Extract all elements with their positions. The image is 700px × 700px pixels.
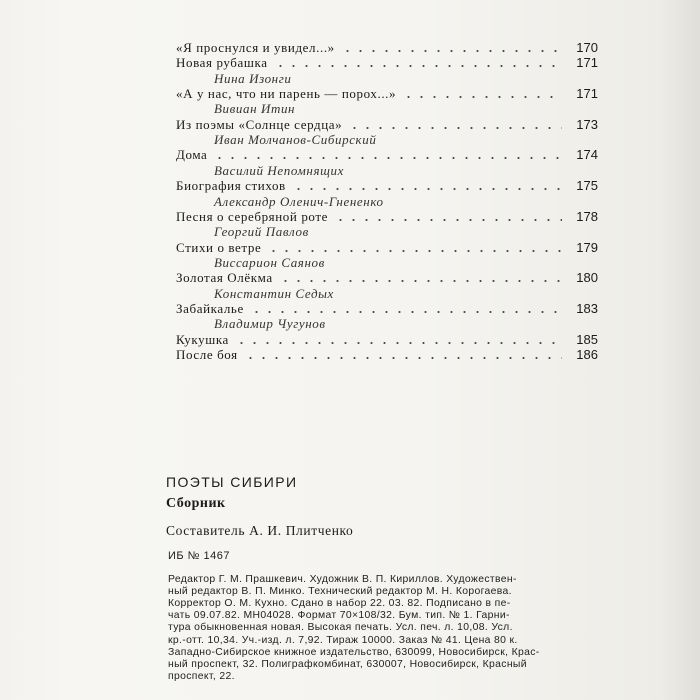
toc-leader-dots: [213, 157, 562, 159]
toc-author: Александр Оленич-Гнененко: [214, 193, 384, 209]
toc-title: Стихи о ветре: [176, 239, 262, 255]
toc-page-number: 175: [576, 178, 598, 194]
toc-page-number: 178: [576, 208, 598, 224]
toc-leader-dots: [250, 311, 562, 313]
toc-leader-dots: [341, 50, 562, 52]
toc-title: Биография стихов: [176, 178, 286, 194]
toc-title: После боя: [176, 347, 238, 362]
toc-leader-dots: [402, 96, 562, 98]
toc-title: Песня о серебряной роте: [176, 208, 328, 224]
toc-leader-dots: [334, 219, 562, 221]
toc-title: Дома: [176, 147, 208, 163]
imprint-line: ный проспект, 32. Полиграфкомбинат, 630007, Новосибирск, Красный: [168, 658, 527, 670]
toc-author: Василий Непомнящих: [214, 162, 344, 178]
toc-page-number: 179: [576, 239, 598, 255]
toc-leader-dots: [279, 280, 562, 282]
toc-page-number: 171: [576, 86, 598, 102]
toc-title: Золотая Олёкма: [176, 270, 273, 286]
toc-leader-dots: [235, 342, 562, 344]
toc-entry: [0, 347, 700, 367]
colophon: [0, 450, 700, 700]
toc-page-number: 173: [576, 116, 598, 132]
toc-page-number: 185: [576, 331, 598, 347]
imprint-line: кр.-отт. 10,34. Уч.-изд. л. 7,92. Тираж 10000. Заказ № 41. Цена 80 к.: [168, 634, 518, 646]
toc-title: Забайкалье: [176, 300, 244, 316]
toc-page-number: 170: [576, 40, 598, 55]
imprint-line: Редактор Г. М. Прашкевич. Художник В. П. Кириллов. Художествен-: [168, 574, 517, 585]
toc-page-number: 171: [576, 55, 598, 71]
compiler-credit: Составитель А. И. Плитченко: [166, 523, 354, 538]
toc-author: Нина Изонги: [214, 70, 292, 86]
toc-title: Новая рубашка: [176, 55, 268, 71]
toc-page-number: 183: [576, 300, 598, 316]
toc-leader-dots: [348, 127, 562, 129]
toc-author: Виссарион Саянов: [214, 254, 325, 270]
imprint-line: ный редактор В. П. Минко. Технический редактор М. Н. Корогаева.: [168, 586, 512, 598]
ib-number: ИБ № 1467: [168, 550, 231, 562]
toc-leader-dots: [244, 357, 562, 359]
book-subtitle: Сборник: [166, 496, 226, 511]
imprint-line: проспект, 22.: [168, 670, 235, 682]
toc-title: «Я проснулся и увидел...»: [176, 40, 335, 55]
toc-page-number: 186: [576, 347, 598, 362]
toc-author: Вивиан Итин: [214, 101, 296, 117]
toc-leader-dots: [274, 65, 562, 67]
imprint-line: Корректор О. М. Кухно. Сдано в набор 22. 03. 82. Подписано в пе-: [168, 598, 511, 610]
toc-author: Георгий Павлов: [214, 224, 309, 240]
toc-leader-dots: [292, 188, 562, 190]
toc-title: Из поэмы «Солнце сердца»: [176, 116, 343, 132]
toc-title: Кукушка: [176, 331, 229, 347]
imprint-line: Западно-Сибирское книжное издательство, 630099, Новосибирск, Крас-: [168, 646, 540, 658]
imprint-line: тура обыкновенная новая. Высокая печать. Усл. печ. л. 10,08. Усл.: [168, 622, 513, 634]
toc-author: Константин Седых: [214, 285, 334, 301]
imprint-line: чать 09.07.82. МН04028. Формат 70×108/32. Бум. тип. № 1. Гарни-: [168, 610, 510, 622]
toc-author: Владимир Чугунов: [214, 316, 326, 332]
toc-page-number: 174: [576, 147, 598, 163]
toc-page-number: 180: [576, 270, 598, 286]
toc-leader-dots: [267, 250, 562, 252]
book-title: ПОЭТЫ СИБИРИ: [166, 474, 298, 490]
toc-title: «А у нас, что ни парень — порох...»: [176, 86, 397, 102]
toc-author: Иван Молчанов-Сибирский: [214, 132, 377, 148]
